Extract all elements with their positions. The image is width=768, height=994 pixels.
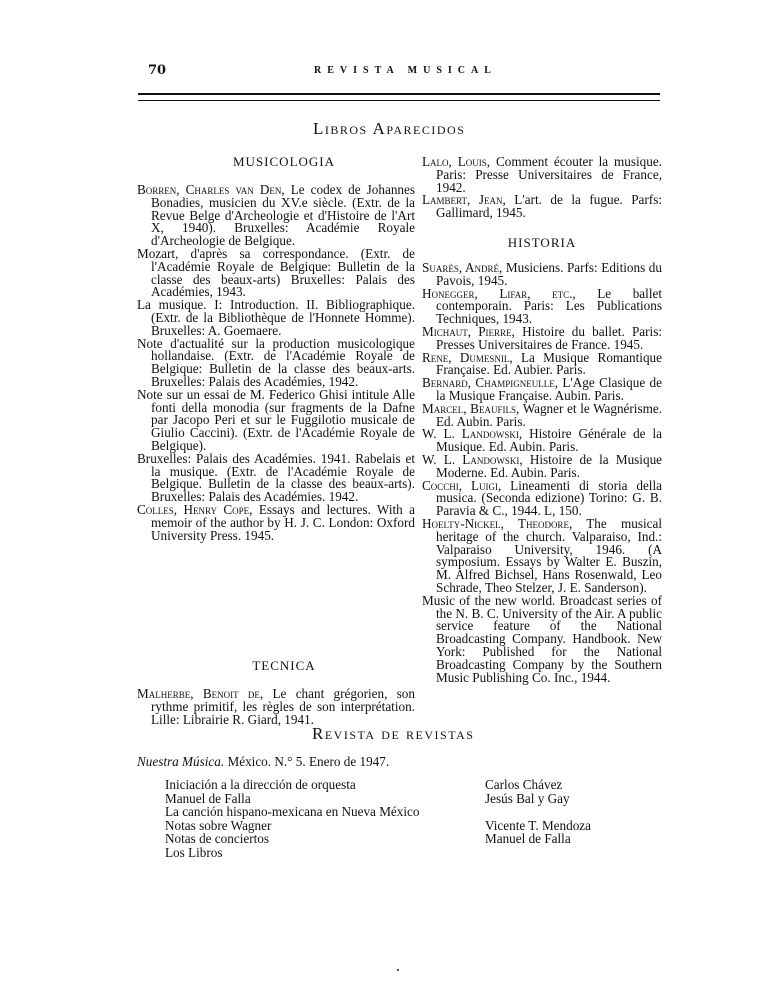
list-item: Carlos Chávez xyxy=(485,777,563,792)
bibliography-entry xyxy=(137,335,415,389)
list-item: Los Libros xyxy=(165,844,223,860)
bibliography-entry xyxy=(422,285,662,327)
running-head: REVISTA MUSICAL xyxy=(314,65,497,76)
bibliography-entry xyxy=(137,245,415,300)
musicologia-entries xyxy=(137,184,415,542)
entry-author: Suarès, André, xyxy=(422,260,503,275)
entry-text: Musiciens. Parfs: Editions du Pavois, 1945. xyxy=(436,260,662,288)
entry-text: Note sur un essai de M. Federico Ghisi intitule Alle fonti della monodia (sur fragments de la Dafne par Jacopo Peri et sur le Fuggilotio musicale de Giulio Caccini). (Extr. de l'Académie Royale de Belgique). xyxy=(137,386,415,453)
page-number: 70 xyxy=(148,63,167,78)
entry-text: Music of the new world. Broadcast series of the N. B. C. University of the Air. A public service feature of the National Broadcasting Company. Handbook. New York: Published for the National Broadcasting Company by the Southern Music Publishing Co. Inc., 1944. xyxy=(422,592,663,685)
journal-info: México. N.° 5. Enero de 1947. xyxy=(227,754,390,769)
bibliography-entry xyxy=(422,451,663,480)
entry-author: Michaut, Pierre, xyxy=(422,323,515,339)
bibliography-entry xyxy=(422,349,662,378)
entry-text: Comment écouter la musique. Paris: Presse Universitaires de France, 1942. xyxy=(436,154,663,195)
journal-name: Nuestra Música. xyxy=(137,754,225,769)
entry-author: W. L. Landowski, xyxy=(422,451,523,467)
entry-text: Histoire de la Musique Moderne. Ed. Aubin. Paris. xyxy=(436,451,663,480)
entry-author: Rene, Dumesnil, xyxy=(422,349,513,365)
article-authors xyxy=(485,778,665,846)
entry-author: W. L. Landowski, xyxy=(422,426,523,442)
entry-text: Histoire Générale de la Musique. Ed. Aubin. Paris. xyxy=(436,426,662,455)
list-item: Jesús Bal y Gay xyxy=(485,790,570,806)
list-item: Iniciación a la dirección de orquesta xyxy=(165,777,356,792)
entry-author: Lambert, Jean, xyxy=(422,192,506,208)
bibliography-entry xyxy=(137,184,415,248)
bibliography-entry xyxy=(422,156,662,194)
entry-text: Bruxelles: Palais des Académies. 1941. Rabelais et la musique. (Extr. de l'Académie Royale de Belgique. Bulletin de la classe des beaux-arts). Bruxelles: Palais des Académies. 1942. xyxy=(137,450,415,505)
bibliography-entry xyxy=(137,688,415,726)
entry-text: La Musique Romantique Française. Ed. Aubier. Paris. xyxy=(436,349,662,378)
entry-text: L'Age Clasique de la Musique Française. Aubin. Paris. xyxy=(436,375,662,403)
entry-author: Cocchi, Luigi, xyxy=(422,477,502,493)
bibliography-entry xyxy=(422,428,662,454)
bibliography-entry xyxy=(422,194,662,220)
bibliography-entry xyxy=(137,450,415,505)
list-item: La canción hispano-mexicana en Nueva México xyxy=(165,804,420,819)
entry-text: Wagner et le Wagnérisme. Ed. Aubin. Paris. xyxy=(436,400,663,429)
list-item: Manuel de Falla xyxy=(165,790,251,806)
header-rule-thick xyxy=(138,93,660,95)
print-dot xyxy=(397,969,399,971)
revista-de-revistas-title: Revista de revistas xyxy=(312,724,475,743)
entry-author: Malherbe, Benoit de, xyxy=(137,686,264,701)
bibliography-entry xyxy=(422,400,663,429)
bibliography-entry xyxy=(422,377,662,403)
historia-heading: HISTORIA xyxy=(507,235,577,250)
entry-text: L'art. de la fugue. Parfs: Gallimard, 1945. xyxy=(436,192,662,221)
list-item: Notas sobre Wagner xyxy=(165,817,272,833)
entry-text: Lineamenti di storia della musica. (Seconda edizione) Torino: G. B. Paravia & C., 1944. L, 150. xyxy=(436,477,662,519)
article-list xyxy=(165,778,465,859)
tecnica-heading: TECNICA xyxy=(252,658,316,673)
entry-author: Marcel, Beaufils, xyxy=(422,400,520,416)
historia-entries xyxy=(422,262,662,684)
entry-text: La musique. I: Introduction. II. Bibliographique. (Extr. de la Bibliothèque de l'Honnete Homme). Bruxelles: A. Goemaere. xyxy=(137,297,415,338)
entry-text: Histoire du ballet. Paris: Presses Universitaires de France. 1945. xyxy=(436,323,662,352)
bibliography-entry xyxy=(422,477,662,519)
entry-text: Le codex de Johannes Bonadies, musicien du XV.e siècle. (Extr. de la Revue Belge d'Archeologie et d'Histoire de l'Art X, 1940). Bruxelles: Académie Royale d'Archeologie de Belgique. xyxy=(151,182,415,249)
bibliography-entry xyxy=(422,592,663,685)
spacer xyxy=(485,805,665,819)
bibliography-entry xyxy=(137,299,415,337)
entry-text: Essays and lectures. With a memoir of the author by H. J. C. London: Oxford University Press. 1945. xyxy=(151,501,415,543)
entry-text: Le chant grégorien, son rythme primitif, les règles de son interprétation. Lille: Librairie R. Giard, 1941. xyxy=(151,686,415,727)
right-top-entries xyxy=(422,156,662,220)
entry-author: Lalo, Louis, xyxy=(422,154,491,169)
page-header xyxy=(148,63,658,83)
entry-author: Bernard, Champigneulle, xyxy=(422,375,559,391)
entry-text: Le ballet contemporain. Paris: Les Publications Techniques, 1943. xyxy=(436,285,662,327)
list-item: Vicente T. Mendoza xyxy=(485,817,592,833)
entry-author: Hoelty-Nickel, Theodore, xyxy=(422,515,573,531)
bibliography-entry xyxy=(137,386,415,453)
list-item: Notas de conciertos xyxy=(165,831,269,846)
entry-author: Borren, Charles van Den, xyxy=(137,182,285,197)
entry-text: The musical heritage of the church. Valparaiso, Ind.: Valparaiso University, 1946. (A symposium. Essays by Walter E. Buszin, M. Alfred Bichsel, Hans Rosenwald, Leo Schrade, Theo Stelzer, J. E. Sanderson). xyxy=(436,515,662,595)
journal-line xyxy=(137,754,637,770)
bibliography-entry xyxy=(422,323,662,352)
header-rule-thin xyxy=(138,100,660,101)
musicologia-heading: MUSICOLOGIA xyxy=(233,154,335,169)
entry-author: Colles, Henry Cope, xyxy=(137,501,253,517)
bibliography-entry xyxy=(422,515,662,595)
bibliography-entry xyxy=(137,501,415,543)
entry-author: Honegger, Lifar, etc., xyxy=(422,285,576,301)
entry-text: Note d'actualité sur la production musicologique hollandaise. (Extr. de l'Académie Royale de Belgique: Bulletin de la classe des beaux-arts. Bruxelles: Palais des Académies, 1942. xyxy=(137,335,415,389)
list-item: Manuel de Falla xyxy=(485,831,571,846)
bibliography-entry xyxy=(422,262,662,288)
libros-aparecidos-title: Libros Aparecidos xyxy=(313,119,466,138)
tecnica-entries xyxy=(137,688,415,726)
entry-text: Mozart, d'après sa correspondance. (Extr. de l'Académie Royale de Belgique: Bulletin de la classe des beaux-arts) Bruxelles: Palais des Académies, 1943. xyxy=(137,245,415,300)
